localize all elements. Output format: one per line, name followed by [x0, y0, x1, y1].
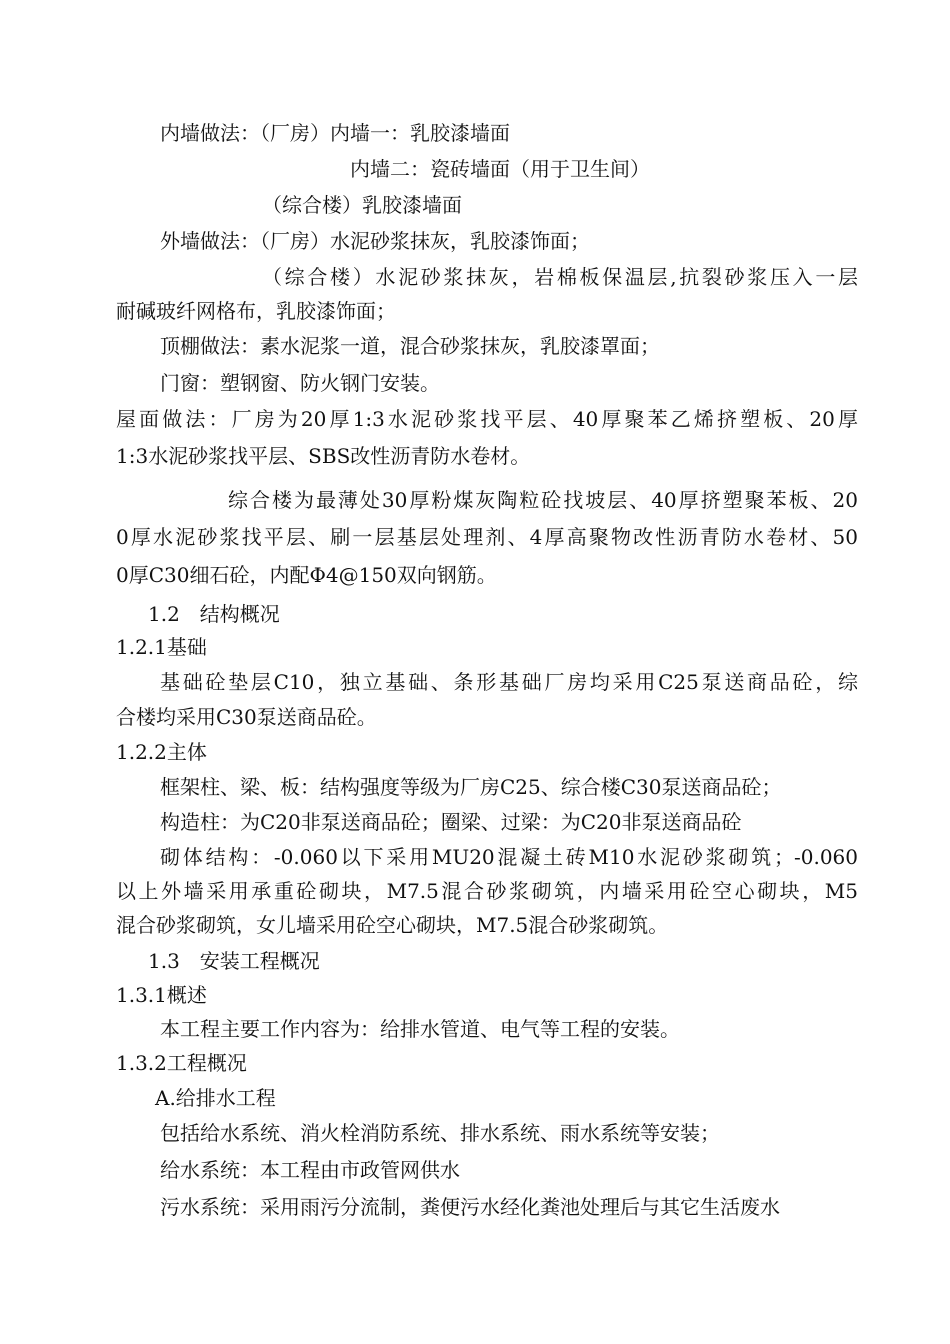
- text-line: 屋面做法：厂房为20厚1:3水泥砂浆找平层、40厚聚苯乙烯挤塑板、20厚: [116, 407, 858, 431]
- subsection-heading: 1.2.1基础: [116, 635, 207, 659]
- section-heading: 1.2 结构概况: [148, 602, 280, 626]
- item-heading: A.给排水工程: [155, 1086, 276, 1110]
- subsection-heading: 1.3.2工程概况: [116, 1051, 247, 1075]
- text-line: 合楼均采用C30泵送商品砼。: [116, 705, 377, 729]
- text-line: 污水系统：采用雨污分流制，粪便污水经化粪池处理后与其它生活废水: [160, 1195, 780, 1219]
- text-line: 综合楼为最薄处30厚粉煤灰陶粒砼找坡层、40厚挤塑聚苯板、20: [228, 488, 858, 512]
- text-line: 顶棚做法：素水泥浆一道，混合砂浆抹灰，乳胶漆罩面；: [160, 334, 660, 358]
- subsection-heading: 1.3.1概述: [116, 983, 207, 1007]
- text-line: 内墙做法：（厂房）内墙一：乳胶漆墙面: [160, 121, 510, 145]
- text-line: 混合砂浆砌筑，女儿墙采用砼空心砌块，M7.5混合砂浆砌筑。: [116, 913, 669, 937]
- text-line: 1:3水泥砂浆找平层、SBS改性沥青防水卷材。: [116, 444, 531, 468]
- text-line: 本工程主要工作内容为：给排水管道、电气等工程的安装。: [160, 1017, 680, 1041]
- section-heading: 1.3 安装工程概况: [148, 949, 320, 973]
- subsection-heading: 1.2.2主体: [116, 740, 207, 764]
- text-line: 构造柱：为C20非泵送商品砼；圈梁、过梁：为C20非泵送商品砼: [160, 810, 742, 834]
- text-line: 砌体结构：-0.060以下采用MU20混凝土砖M10水泥砂浆砌筑；-0.060: [160, 845, 858, 869]
- text-line: 包括给水系统、消火栓消防系统、排水系统、雨水系统等安装；: [160, 1121, 720, 1145]
- text-line: 0厚水泥砂浆找平层、刷一层基层处理剂、4厚高聚物改性沥青防水卷材、50: [116, 525, 858, 549]
- text-line: 耐碱玻纤网格布，乳胶漆饰面；: [116, 299, 396, 323]
- text-line: （综合楼）乳胶漆墙面: [262, 193, 462, 217]
- text-line: 以上外墙采用承重砼砌块，M7.5混合砂浆砌筑，内墙采用砼空心砌块，M5: [116, 879, 858, 903]
- text-line: 内墙二：瓷砖墙面（用于卫生间）: [350, 157, 650, 181]
- text-line: 0厚C30细石砼，内配Φ4@150双向钢筋。: [116, 563, 497, 587]
- text-line: 给水系统：本工程由市政管网供水: [160, 1158, 460, 1182]
- text-line: 门窗：塑钢窗、防火钢门安装。: [160, 371, 440, 395]
- text-line: 基础砼垫层C10，独立基础、条形基础厂房均采用C25泵送商品砼，综: [160, 670, 858, 694]
- text-line: 框架柱、梁、板：结构强度等级为厂房C25、综合楼C30泵送商品砼；: [160, 775, 782, 799]
- text-line: 外墙做法：（厂房）水泥砂浆抹灰，乳胶漆饰面；: [160, 229, 590, 253]
- text-line: （综合楼）水泥砂浆抹灰，岩棉板保温层,抗裂砂浆压入一层: [262, 265, 858, 289]
